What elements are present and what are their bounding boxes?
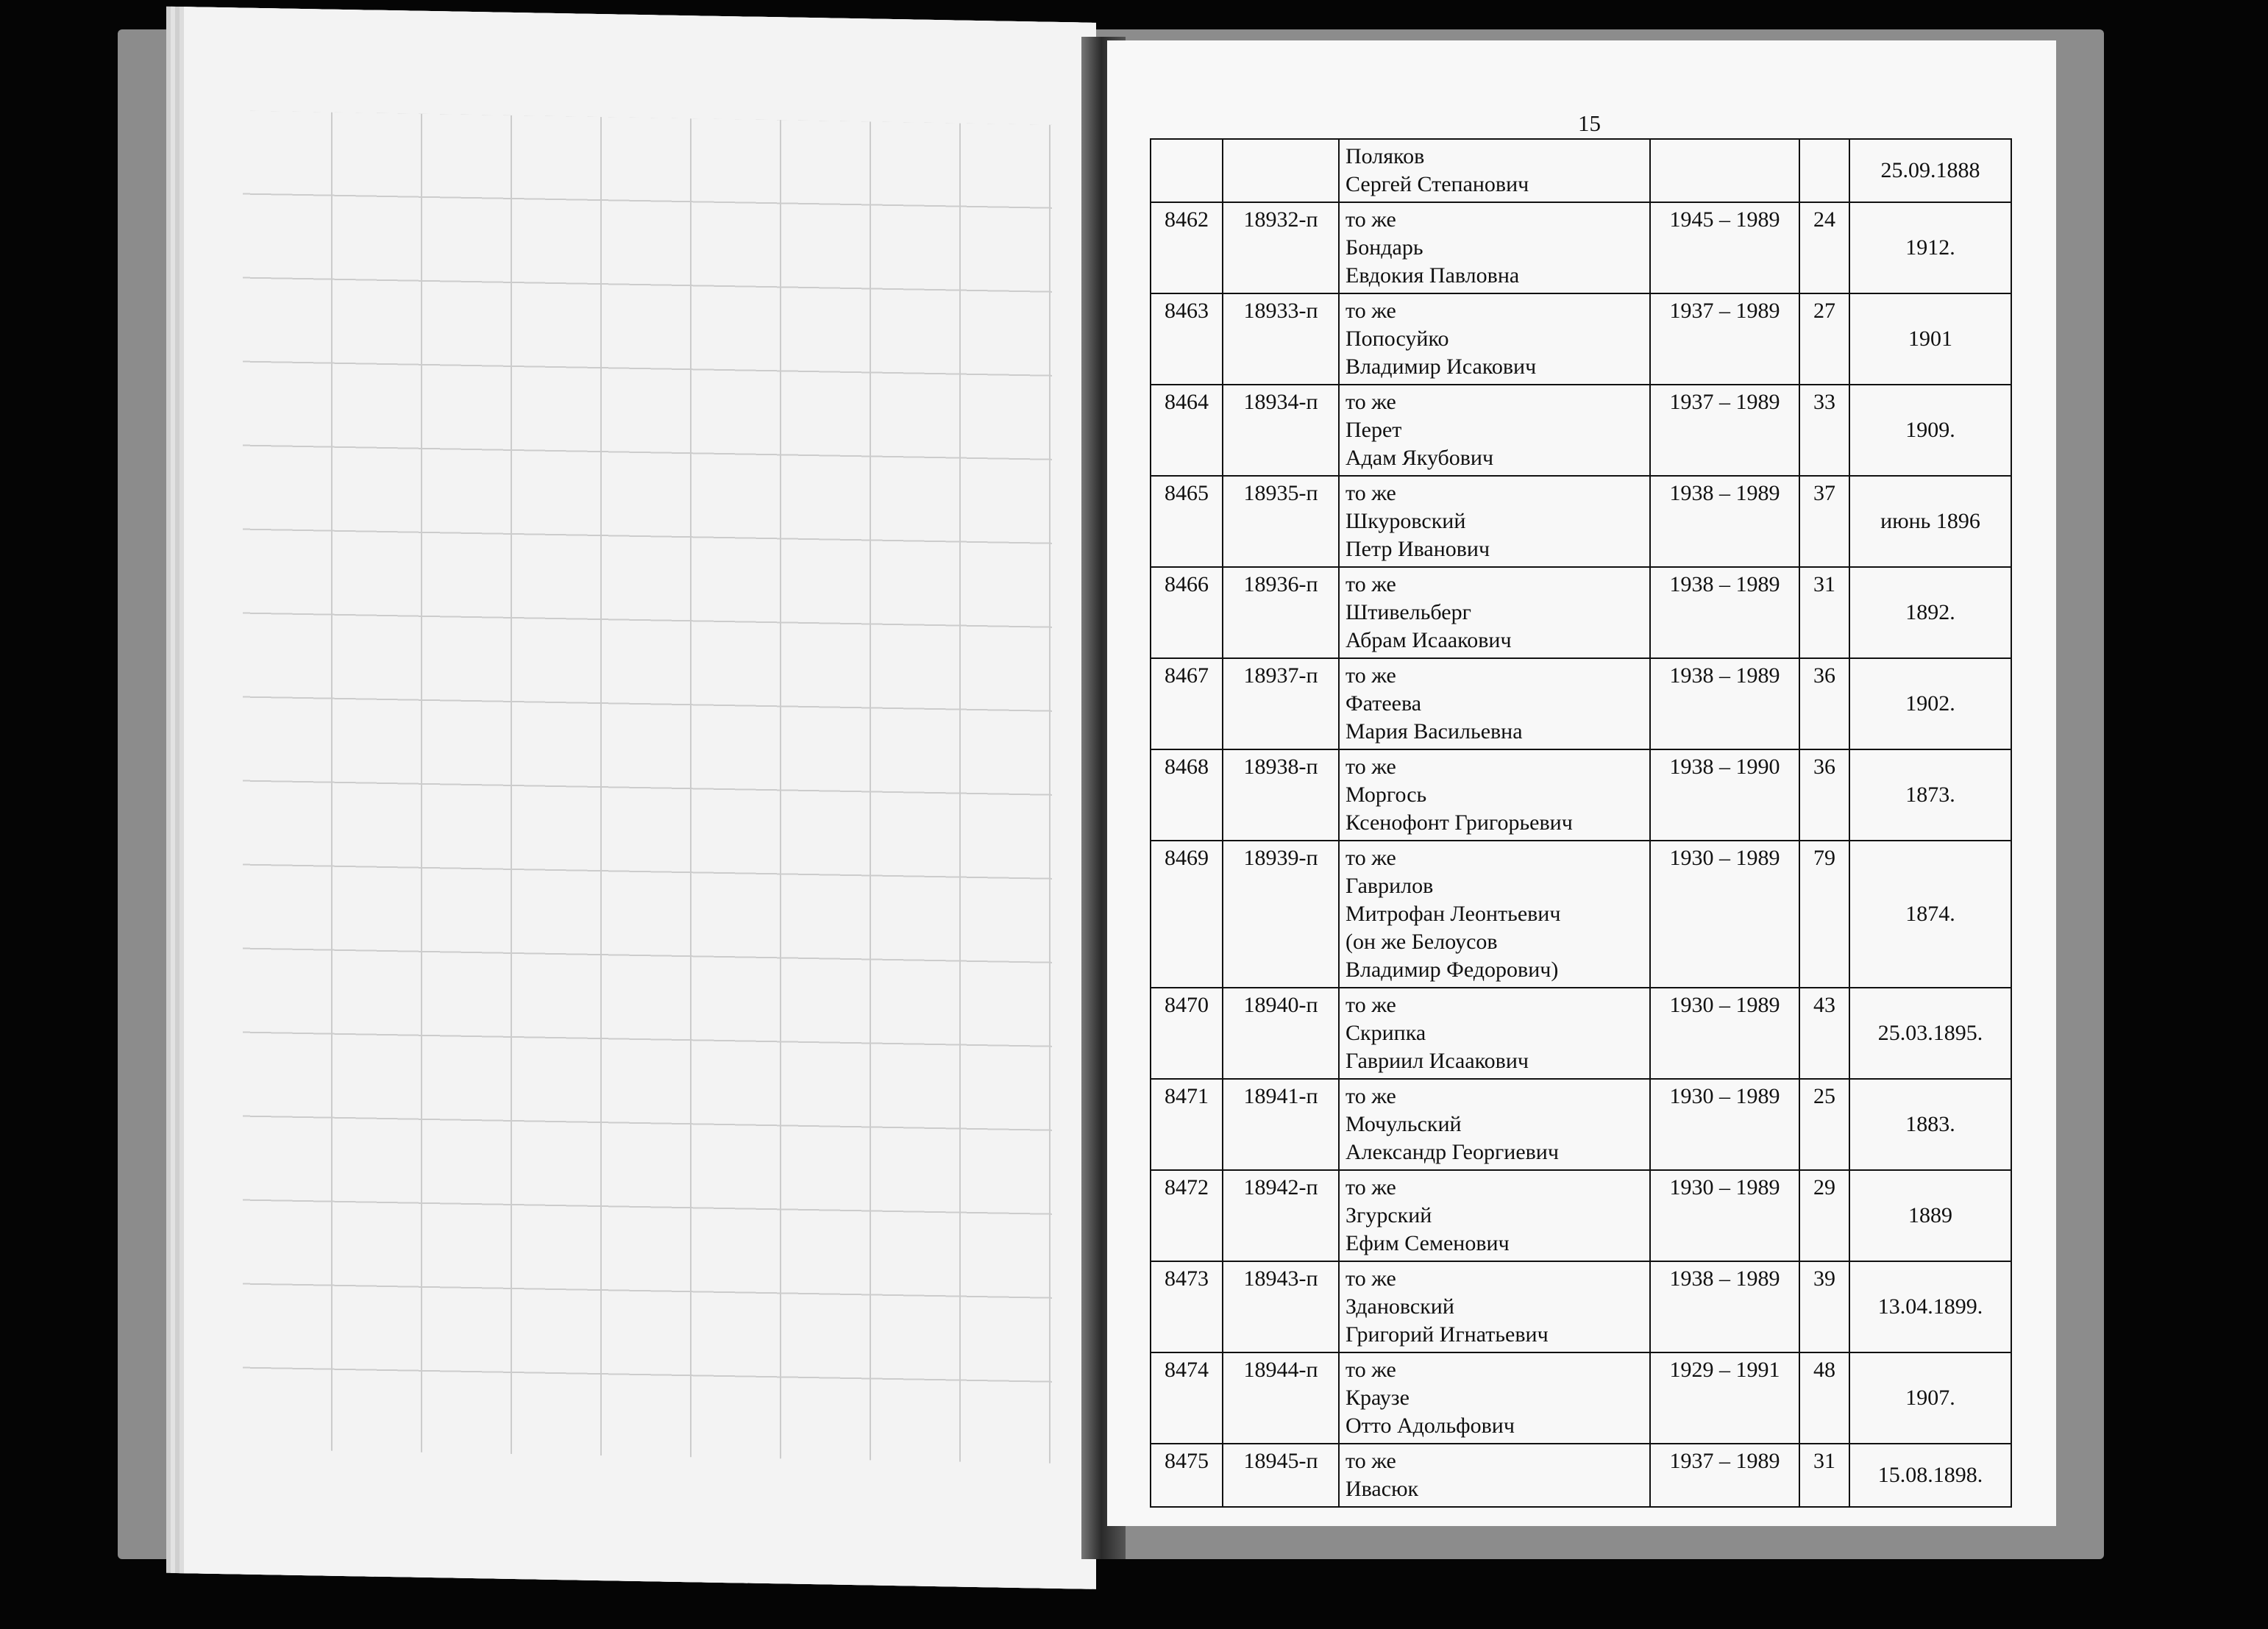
name-line: Бондарь bbox=[1345, 235, 1423, 260]
name-line: Моргось bbox=[1345, 783, 1427, 807]
years-cell bbox=[1650, 139, 1799, 202]
table-row bbox=[1151, 988, 2011, 1079]
date-cell: 25.03.1895. bbox=[1849, 988, 2011, 1079]
name-line: то же bbox=[1345, 993, 1396, 1017]
table-row bbox=[1151, 1079, 2011, 1170]
record-number-cell: 8467 bbox=[1151, 658, 1223, 749]
name-line: Петр Иванович bbox=[1345, 537, 1490, 561]
age-cell: 36 bbox=[1799, 749, 1849, 841]
name-line: Гаврилов bbox=[1345, 874, 1434, 898]
name-line: то же bbox=[1345, 1084, 1396, 1108]
case-code-cell: 18940-п bbox=[1223, 988, 1339, 1079]
name-line: Ивасюк bbox=[1345, 1477, 1419, 1501]
name-line: (он же Белоусов bbox=[1345, 930, 1498, 954]
age-cell: 39 bbox=[1799, 1261, 1849, 1352]
name-line: Ксенофонт Григорьевич bbox=[1345, 810, 1573, 835]
name-line: Отто Адольфович bbox=[1345, 1414, 1515, 1438]
record-number-cell: 8469 bbox=[1151, 841, 1223, 988]
case-code-cell: 18944-п bbox=[1223, 1352, 1339, 1444]
table-row bbox=[1151, 1352, 2011, 1444]
record-number-cell: 8475 bbox=[1151, 1444, 1223, 1507]
case-code-cell: 18932-п bbox=[1223, 202, 1339, 293]
name-line: Попосуйко bbox=[1345, 327, 1449, 351]
date-cell: 1907. bbox=[1849, 1352, 2011, 1444]
date-cell: 1912. bbox=[1849, 202, 2011, 293]
name-line: Згурский bbox=[1345, 1203, 1432, 1227]
name-line: то же bbox=[1345, 572, 1396, 596]
name-cell bbox=[1339, 567, 1650, 658]
name-line: то же bbox=[1345, 1358, 1396, 1382]
case-code-cell: 18943-п bbox=[1223, 1261, 1339, 1352]
years-cell: 1945 – 1989 bbox=[1650, 202, 1799, 293]
table-row bbox=[1151, 1170, 2011, 1261]
years-cell: 1930 – 1989 bbox=[1650, 1079, 1799, 1170]
table-row bbox=[1151, 293, 2011, 385]
date-cell: 1901 bbox=[1849, 293, 2011, 385]
years-cell: 1938 – 1990 bbox=[1650, 749, 1799, 841]
page-number: 15 bbox=[1578, 110, 1601, 136]
record-number-cell bbox=[1151, 139, 1223, 202]
case-code-cell bbox=[1223, 139, 1339, 202]
name-cell bbox=[1339, 841, 1650, 988]
name-cell bbox=[1339, 202, 1650, 293]
date-cell: июнь 1896 bbox=[1849, 476, 2011, 567]
case-code-cell: 18937-п bbox=[1223, 658, 1339, 749]
years-cell: 1929 – 1991 bbox=[1650, 1352, 1799, 1444]
name-line: Фатеева bbox=[1345, 691, 1422, 716]
case-code-cell: 18936-п bbox=[1223, 567, 1339, 658]
record-number-cell: 8470 bbox=[1151, 988, 1223, 1079]
table-row bbox=[1151, 658, 2011, 749]
name-cell bbox=[1339, 476, 1650, 567]
name-line: Владимир Федорович) bbox=[1345, 958, 1559, 982]
years-cell: 1937 – 1989 bbox=[1650, 385, 1799, 476]
record-number-cell: 8466 bbox=[1151, 567, 1223, 658]
name-cell bbox=[1339, 1444, 1650, 1507]
name-line: Шкуровский bbox=[1345, 509, 1466, 533]
years-cell: 1938 – 1989 bbox=[1650, 567, 1799, 658]
name-line: Адам Якубович bbox=[1345, 446, 1494, 470]
table-row bbox=[1151, 139, 2011, 202]
years-cell: 1930 – 1989 bbox=[1650, 1170, 1799, 1261]
name-line: Сергей Степанович bbox=[1345, 172, 1529, 196]
case-code-cell: 18933-п bbox=[1223, 293, 1339, 385]
table-row bbox=[1151, 749, 2011, 841]
age-cell: 48 bbox=[1799, 1352, 1849, 1444]
age-cell: 25 bbox=[1799, 1079, 1849, 1170]
name-cell bbox=[1339, 293, 1650, 385]
left-page-bleed-through bbox=[243, 111, 1052, 1464]
age-cell: 33 bbox=[1799, 385, 1849, 476]
name-line: Григорий Игнатьевич bbox=[1345, 1322, 1549, 1347]
years-cell: 1930 – 1989 bbox=[1650, 841, 1799, 988]
name-line: то же bbox=[1345, 481, 1396, 505]
name-line: Скрипка bbox=[1345, 1021, 1426, 1045]
age-cell: 29 bbox=[1799, 1170, 1849, 1261]
case-code-cell: 18942-п bbox=[1223, 1170, 1339, 1261]
table-row bbox=[1151, 476, 2011, 567]
left-page bbox=[184, 7, 1096, 1589]
years-cell: 1930 – 1989 bbox=[1650, 988, 1799, 1079]
date-cell: 1883. bbox=[1849, 1079, 2011, 1170]
date-cell: 1909. bbox=[1849, 385, 2011, 476]
table-row bbox=[1151, 202, 2011, 293]
years-cell: 1938 – 1989 bbox=[1650, 476, 1799, 567]
case-code-cell: 18938-п bbox=[1223, 749, 1339, 841]
date-cell: 1874. bbox=[1849, 841, 2011, 988]
name-line: то же bbox=[1345, 846, 1396, 870]
name-cell bbox=[1339, 1170, 1650, 1261]
age-cell: 36 bbox=[1799, 658, 1849, 749]
date-cell: 1889 bbox=[1849, 1170, 2011, 1261]
name-line: Штивельберг bbox=[1345, 600, 1471, 624]
name-line: Евдокия Павловна bbox=[1345, 263, 1520, 288]
record-number-cell: 8462 bbox=[1151, 202, 1223, 293]
date-cell: 13.04.1899. bbox=[1849, 1261, 2011, 1352]
age-cell: 43 bbox=[1799, 988, 1849, 1079]
age-cell: 27 bbox=[1799, 293, 1849, 385]
name-line: Поляков bbox=[1345, 144, 1425, 168]
date-cell: 1902. bbox=[1849, 658, 2011, 749]
table-row bbox=[1151, 841, 2011, 988]
date-cell: 15.08.1898. bbox=[1849, 1444, 2011, 1507]
age-cell: 37 bbox=[1799, 476, 1849, 567]
record-number-cell: 8473 bbox=[1151, 1261, 1223, 1352]
name-cell bbox=[1339, 139, 1650, 202]
name-line: то же bbox=[1345, 1449, 1396, 1473]
name-line: Перет bbox=[1345, 418, 1402, 442]
name-cell bbox=[1339, 658, 1650, 749]
age-cell: 24 bbox=[1799, 202, 1849, 293]
record-number-cell: 8474 bbox=[1151, 1352, 1223, 1444]
case-code-cell: 18935-п bbox=[1223, 476, 1339, 567]
record-number-cell: 8463 bbox=[1151, 293, 1223, 385]
years-cell: 1937 – 1989 bbox=[1650, 1444, 1799, 1507]
name-cell bbox=[1339, 1079, 1650, 1170]
name-line: Абрам Исаакович bbox=[1345, 628, 1512, 652]
case-code-cell: 18941-п bbox=[1223, 1079, 1339, 1170]
table-row bbox=[1151, 385, 2011, 476]
table-row bbox=[1151, 1261, 2011, 1352]
name-line: Краузе bbox=[1345, 1386, 1409, 1410]
name-cell bbox=[1339, 385, 1650, 476]
record-number-cell: 8464 bbox=[1151, 385, 1223, 476]
name-cell bbox=[1339, 988, 1650, 1079]
case-code-cell: 18934-п bbox=[1223, 385, 1339, 476]
name-cell bbox=[1339, 749, 1650, 841]
table-row bbox=[1151, 567, 2011, 658]
name-line: Александр Георгиевич bbox=[1345, 1140, 1559, 1164]
record-number-cell: 8468 bbox=[1151, 749, 1223, 841]
case-code-cell: 18939-п bbox=[1223, 841, 1339, 988]
name-line: то же bbox=[1345, 207, 1396, 232]
name-line: то же bbox=[1345, 299, 1396, 323]
record-number-cell: 8472 bbox=[1151, 1170, 1223, 1261]
years-cell: 1937 – 1989 bbox=[1650, 293, 1799, 385]
name-line: то же bbox=[1345, 1175, 1396, 1200]
age-cell: 79 bbox=[1799, 841, 1849, 988]
date-cell: 1892. bbox=[1849, 567, 2011, 658]
name-line: Владимир Исакович bbox=[1345, 354, 1537, 379]
name-line: то же bbox=[1345, 1266, 1396, 1291]
name-line: Мочульский bbox=[1345, 1112, 1462, 1136]
date-cell: 25.09.1888 bbox=[1849, 139, 2011, 202]
record-number-cell: 8471 bbox=[1151, 1079, 1223, 1170]
name-line: Гавриил Исаакович bbox=[1345, 1049, 1529, 1073]
name-cell bbox=[1339, 1352, 1650, 1444]
name-cell bbox=[1339, 1261, 1650, 1352]
name-line: Мария Васильевна bbox=[1345, 719, 1523, 744]
name-line: Здановский bbox=[1345, 1294, 1454, 1319]
age-cell: 31 bbox=[1799, 1444, 1849, 1507]
date-cell: 1873. bbox=[1849, 749, 2011, 841]
record-number-cell: 8465 bbox=[1151, 476, 1223, 567]
years-cell: 1938 – 1989 bbox=[1650, 1261, 1799, 1352]
records-table-body bbox=[1151, 139, 2011, 1507]
age-cell: 31 bbox=[1799, 567, 1849, 658]
case-code-cell: 18945-п bbox=[1223, 1444, 1339, 1507]
name-line: Ефим Семенович bbox=[1345, 1231, 1510, 1255]
records-table bbox=[1150, 138, 2012, 1508]
name-line: то же bbox=[1345, 755, 1396, 779]
age-cell bbox=[1799, 139, 1849, 202]
name-line: то же bbox=[1345, 390, 1396, 414]
years-cell: 1938 – 1989 bbox=[1650, 658, 1799, 749]
right-page bbox=[1107, 40, 2056, 1526]
table-row bbox=[1151, 1444, 2011, 1507]
name-line: то же bbox=[1345, 663, 1396, 688]
name-line: Митрофан Леонтьевич bbox=[1345, 902, 1561, 926]
